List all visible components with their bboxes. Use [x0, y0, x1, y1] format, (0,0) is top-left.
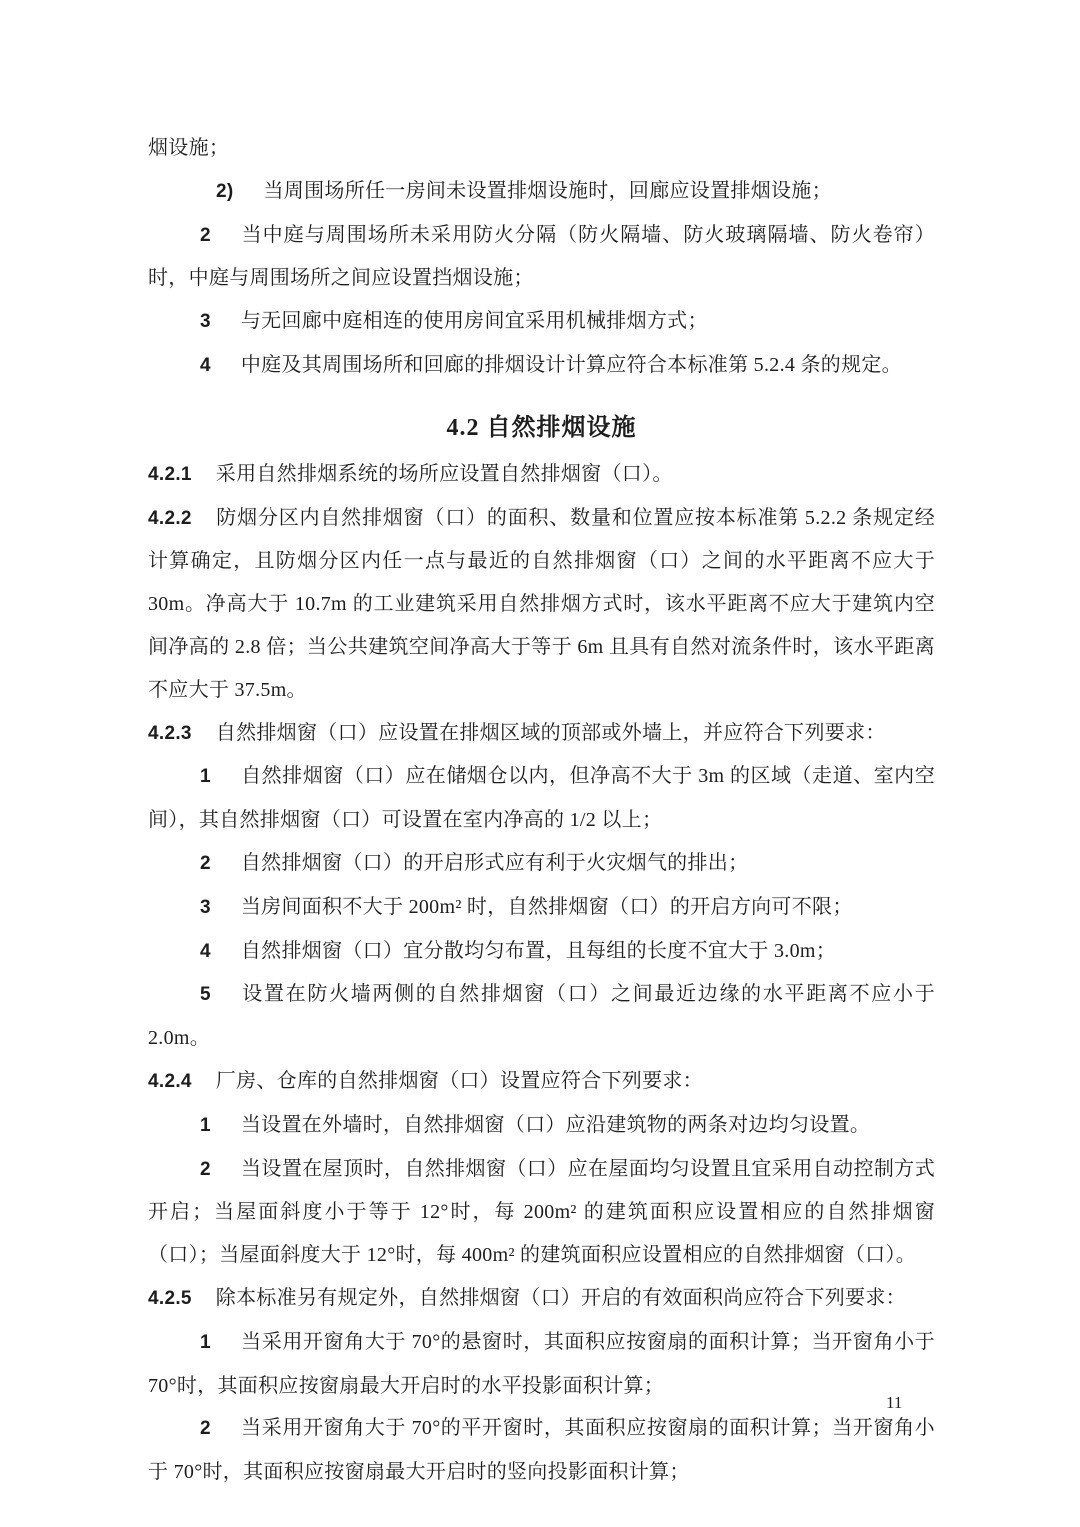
clause-number: 4.2.4 — [148, 1070, 192, 1092]
clause-number: 4.2.5 — [148, 1287, 192, 1309]
clause-number: 4.2.2 — [148, 507, 192, 529]
paragraph-text: 当采用开窗角大于 70°的平开窗时，其面积应按窗扇的面积计算；当开窗角小于 70°时，其面积应按窗扇最大开启时的竖向投影面积计算； — [148, 1417, 935, 1484]
item-number: 2 — [200, 224, 211, 246]
clause-4-2-1 — [148, 453, 935, 497]
clause-number: 4.2.3 — [148, 722, 192, 744]
paragraph-text: 自然排烟窗（口）应设置在排烟区域的顶部或外墙上，并应符合下列要求： — [215, 721, 886, 744]
paragraph-text: 当设置在外墙时，自然排烟窗（口）应沿建筑物的两条对边均匀设置。 — [240, 1113, 871, 1136]
clause-4-2-2 — [148, 497, 935, 712]
paragraph-text: 防烟分区内自然排烟窗（口）的面积、数量和位置应按本标准第 5.2.2 条规定经计算确定，且防烟分区内任一点与最近的自然排烟窗（口）之间的水平距离不应大于 30m。净高大于 10.7m 的工业建筑采用自然排烟方式时，该水平距离不应大于建筑内空间净高的 2.8 倍；当公共建筑空间净高大于等于 6m 且具有自然对流条件时，该水平距离不应大于 37.5m。 — [148, 506, 935, 701]
paragraph-text: 当周围场所任一房间未设置排烟设施时，回廊应设置排烟设施； — [263, 179, 832, 202]
sub-item-2-paren — [148, 170, 935, 214]
paragraph-text: 当采用开窗角大于 70°的悬窗时，其面积应按窗扇的面积计算；当开窗角小于 70°时，其面积应按窗扇最大开启时的水平投影面积计算； — [148, 1330, 935, 1397]
item-number: 4 — [200, 354, 211, 376]
item-number: 1 — [200, 1114, 211, 1136]
clause-4-2-3-item-1 — [148, 755, 935, 842]
clause-4-2-3-item-2 — [148, 842, 935, 886]
paragraph-text: 自然排烟窗（口）的开启形式应有利于火灾烟气的排出； — [240, 851, 749, 874]
clause-4-2-3 — [148, 712, 935, 756]
paragraph-text: 自然排烟窗（口）宜分散均匀布置，且每组的长度不宜大于 3.0m； — [240, 939, 837, 962]
item-number: 2 — [200, 1418, 211, 1440]
list-item-3 — [148, 300, 935, 344]
paragraph-text: 当房间面积不大于 200m² 时，自然排烟窗（口）的开启方向可不限； — [240, 895, 853, 918]
item-number: 4 — [200, 940, 211, 962]
paragraph-text: 自然排烟窗（口）应在储烟仓以内，但净高不大于 3m 的区域（走道、室内空间），其自然排烟窗（口）可设置在室内净高的 1/2 以上； — [148, 765, 935, 832]
item-number: 2 — [200, 1158, 211, 1180]
item-number: 5 — [200, 984, 211, 1006]
item-number: 3 — [200, 896, 211, 918]
page-number: 11 — [886, 1393, 903, 1412]
clause-4-2-4-item-2 — [148, 1148, 935, 1277]
paragraph-text: 厂房、仓库的自然排烟窗（口）设置应符合下列要求： — [215, 1069, 703, 1092]
list-item-4 — [148, 344, 935, 388]
clause-4-2-3-item-4 — [148, 930, 935, 974]
clause-4-2-5-item-1 — [148, 1321, 935, 1408]
paragraph-text: 设置在防火墙两侧的自然排烟窗（口）之间最近边缘的水平距离不应小于 2.0m。 — [148, 983, 935, 1050]
clause-4-2-5-item-2 — [148, 1407, 935, 1494]
paragraph-text: 当中庭与周围场所未采用防火分隔（防火隔墙、防火玻璃隔墙、防火卷帘）时，中庭与周围场所之间应设置挡烟设施； — [148, 223, 935, 290]
clause-4-2-3-item-5 — [148, 973, 935, 1060]
clause-4-2-5 — [148, 1277, 935, 1321]
continuation-paragraph — [148, 127, 935, 170]
item-number: 2 — [200, 852, 211, 874]
item-number: 1 — [200, 1331, 211, 1353]
paragraph-text: 与无回廊中庭相连的使用房间宜采用机械排烟方式； — [240, 310, 708, 333]
clause-4-2-4-item-1 — [148, 1104, 935, 1148]
paragraph-text: 中庭及其周围场所和回廊的排烟设计计算应符合本标准第 5.2.4 条的规定。 — [240, 353, 902, 376]
item-number: 3 — [200, 311, 211, 333]
list-item-2 — [148, 214, 935, 301]
paragraph-text: 烟设施； — [148, 137, 230, 159]
clause-4-2-3-item-3 — [148, 886, 935, 930]
clause-4-2-4 — [148, 1060, 935, 1104]
paragraph-text: 当设置在屋顶时，自然排烟窗（口）应在屋面均匀设置且宜采用自动控制方式开启；当屋面斜度小于等于 12°时，每 200m² 的建筑面积应设置相应的自然排烟窗（口）；当屋面斜度大于 12°时，每 400m² 的建筑面积应设置相应的自然排烟窗（口）。 — [148, 1157, 935, 1267]
item-number: 1 — [200, 766, 211, 788]
section-heading-4-2: 4.2 自然排烟设施 — [446, 414, 637, 441]
clause-number: 4.2.1 — [148, 463, 192, 485]
paragraph-text: 除本标准另有规定外，自然排烟窗（口）开启的有效面积尚应符合下列要求： — [215, 1286, 906, 1309]
paragraph-text: 采用自然排烟系统的场所应设置自然排烟窗（口）。 — [215, 462, 673, 485]
item-number: 2) — [216, 180, 234, 202]
